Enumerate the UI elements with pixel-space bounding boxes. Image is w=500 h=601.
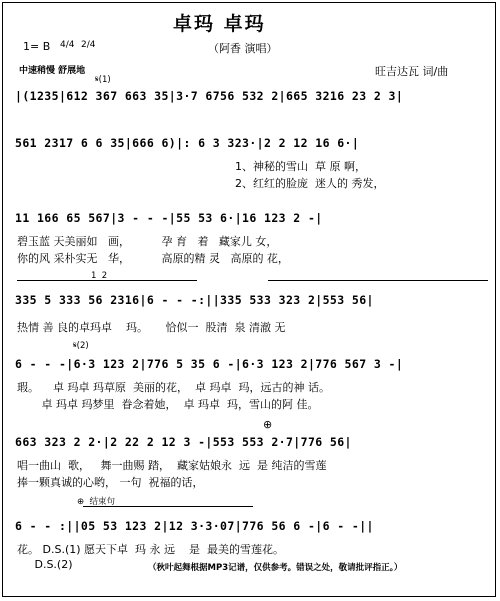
- lyric-line: 热情 善 良的卓玛卓 玛。 恰似一 股清 泉 清澈 无: [17, 321, 286, 334]
- singer-credit: （阿香 演唱）: [208, 42, 278, 55]
- footer-note: （秋叶起舞根据MP3记谱，仅供参考。错误之处，敬请批评指正。）: [148, 563, 403, 573]
- tempo-marking: 中速稍慢 舒展地: [19, 66, 86, 76]
- coda-mark-1: ⊕: [263, 418, 273, 431]
- key-signature: 1= B: [23, 40, 51, 53]
- lyric-line: 卓 玛卓 玛梦里 眷念着她， 卓 玛卓 玛，雪山的阿 佳。: [17, 398, 319, 411]
- score-sheet: [2, 2, 496, 597]
- lyric-line: 2、红红的脸庞 迷人的 秀发，: [235, 177, 385, 190]
- lyric-line: 你的风 采朴实无 华， 高原的精 灵 高原的 花，: [17, 252, 289, 265]
- lyric-line: 1、神秘的雪山 草 原 啊，: [235, 160, 366, 173]
- author-credit: 旺吉达瓦 词/曲: [375, 65, 449, 78]
- song-title: 卓玛 卓玛: [173, 13, 266, 35]
- volta-bracket-2: [268, 280, 488, 281]
- segno-mark-1: 𝄋(1): [95, 75, 111, 85]
- volta-numbers: 1 2: [91, 271, 108, 281]
- coda-ending-mark: ⊕ 结束句: [77, 497, 116, 507]
- lyric-line: 瑕。 卓 玛卓 玛草原 美丽的花， 卓 玛卓 玛，远古的神 话。: [17, 381, 330, 394]
- music-line: 11 166 65 567|3 - - -|55 53 6·|16 123 2 -|: [15, 211, 323, 225]
- lyric-line: D.S.(2): [17, 558, 73, 571]
- time-signature-2: 2/4: [81, 40, 96, 50]
- music-line: |(1235|612 367 663 35|3·7 6756 532 2|665 3216 23 2 3|: [15, 89, 404, 103]
- lyric-line: 唱一曲山 歌， 舞一曲赐 踏， 藏家姑娘永 远 是 纯洁的雪莲: [17, 459, 327, 472]
- music-line: 663 323 2 2·|2 22 2 12 3 -|553 553 2·7|776 56|: [15, 435, 352, 449]
- music-line: 6 - - -|6·3 123 2|776 5 35 6 -|6·3 123 2|776 567 3 -|: [15, 357, 404, 371]
- lyric-line: 碧玉蓝 天美丽如 画， 孕 育 着 藏家儿 女，: [17, 235, 278, 248]
- music-line: 561 2317 6 6 35|666 6)|: 6 3 323·|2 2 12 16 6·|: [15, 136, 360, 150]
- time-signature-1: 4/4: [60, 40, 75, 50]
- lyric-line: 花。 D.S.(1) 愿天下卓 玛 永 远 是 最美的雪莲花。: [17, 543, 284, 556]
- music-line: 335 5 333 56 2316|6 - - -:||335 533 323 2|553 56|: [15, 293, 374, 307]
- segno-mark-2: 𝄋(2): [73, 341, 89, 351]
- lyric-line: 捧一颗真诚的心哟， 一句 祝福的话，: [17, 476, 204, 489]
- music-line: 6 - - :||05 53 123 2|12 3·3·07|776 56 6 -|6 - -||: [15, 519, 374, 533]
